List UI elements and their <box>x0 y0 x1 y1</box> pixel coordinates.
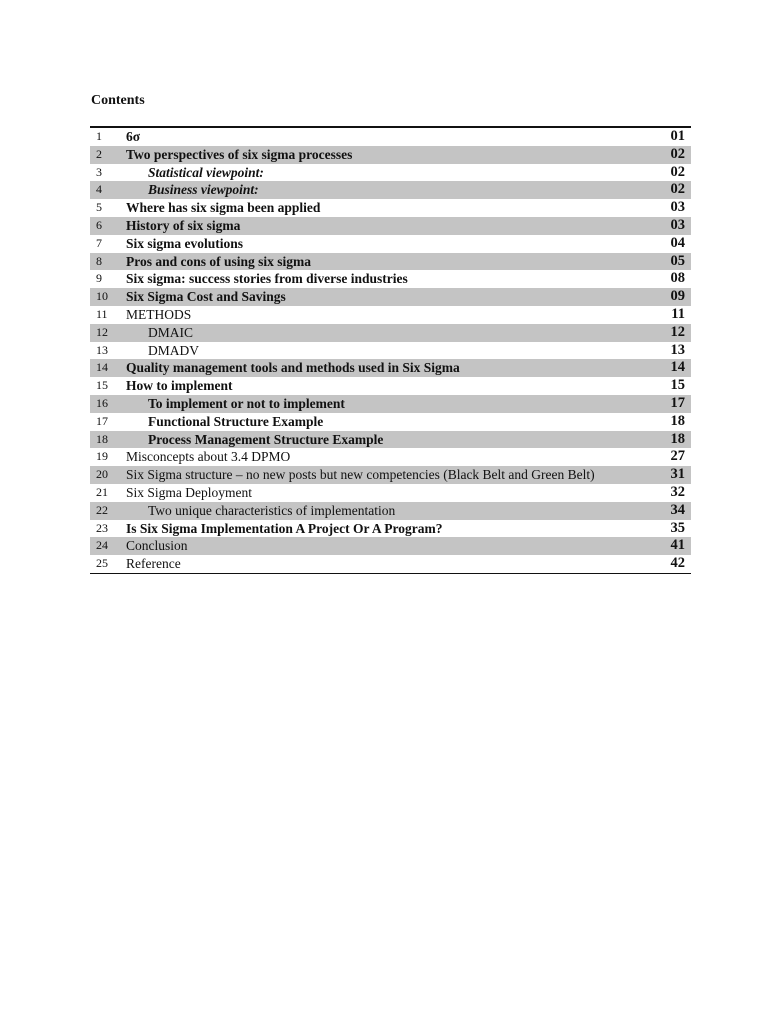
toc-row-page-number: 41 <box>670 537 685 554</box>
toc-row-page-number: 31 <box>670 466 685 483</box>
toc-row-number: 5 <box>96 200 102 215</box>
toc-row-page-number: 11 <box>671 305 685 322</box>
toc-row-title[interactable]: Statistical viewpoint: <box>148 164 264 180</box>
toc-row[interactable] <box>90 181 691 199</box>
toc-row-page-number: 12 <box>670 323 685 340</box>
toc-row[interactable] <box>90 128 691 146</box>
toc-row-number: 25 <box>96 556 108 571</box>
toc-row-page-number: 17 <box>670 394 685 411</box>
toc-row-page-number: 09 <box>670 288 685 305</box>
toc-row-number: 16 <box>96 395 108 410</box>
toc-row-number: 23 <box>96 520 108 535</box>
toc-row-title[interactable]: To implement or not to implement <box>148 395 345 411</box>
toc-row-page-number: 14 <box>670 359 685 376</box>
page-title: Contents <box>91 93 145 108</box>
toc-row-number: 6 <box>96 217 102 232</box>
toc-row-number: 10 <box>96 289 108 304</box>
toc-row-page-number: 34 <box>670 501 685 518</box>
toc-row-number: 12 <box>96 324 108 339</box>
toc-row-title[interactable]: History of six sigma <box>126 217 241 233</box>
toc-row[interactable] <box>90 217 691 235</box>
toc-row-number: 3 <box>96 164 102 179</box>
toc-row-number: 22 <box>96 502 108 517</box>
toc-row[interactable] <box>90 431 691 449</box>
toc-row-page-number: 05 <box>670 252 685 269</box>
toc-row[interactable] <box>90 235 691 253</box>
toc-row[interactable] <box>90 359 691 377</box>
toc-row-page-number: 02 <box>670 145 685 162</box>
toc-row-number: 24 <box>96 538 108 553</box>
toc-row[interactable] <box>90 270 691 288</box>
toc-row-title[interactable]: Six sigma: success stories from diverse industries <box>126 271 408 287</box>
toc-row-number: 8 <box>96 253 102 268</box>
toc-row[interactable] <box>90 520 691 538</box>
toc-row-number: 7 <box>96 235 102 250</box>
toc-row[interactable] <box>90 484 691 502</box>
toc-row[interactable] <box>90 306 691 324</box>
toc-row-number: 13 <box>96 342 108 357</box>
toc-row-page-number: 15 <box>670 377 685 394</box>
toc-row-page-number: 02 <box>670 181 685 198</box>
toc-row-title[interactable]: 6σ <box>126 129 141 144</box>
toc-row-number: 14 <box>96 360 108 375</box>
toc-row[interactable] <box>90 146 691 164</box>
toc-row-title[interactable]: Six Sigma Deployment <box>126 484 252 500</box>
toc-row[interactable] <box>90 342 691 360</box>
toc-row-number: 18 <box>96 431 108 446</box>
toc-row-number: 4 <box>96 182 102 197</box>
toc-row[interactable] <box>90 377 691 395</box>
toc-row-title[interactable]: Reference <box>126 556 181 572</box>
toc-row-title[interactable]: DMADV <box>148 342 200 358</box>
toc-row[interactable] <box>90 537 691 555</box>
toc-row[interactable] <box>90 253 691 271</box>
toc-row-number: 9 <box>96 271 102 286</box>
toc-row-number: 2 <box>96 146 102 161</box>
toc-row-page-number: 04 <box>670 234 685 251</box>
toc-row-title[interactable]: DMAIC <box>148 324 194 340</box>
toc-row-title[interactable]: Two perspectives of six sigma processes <box>126 146 353 162</box>
toc-row-page-number: 18 <box>670 430 685 447</box>
toc-row-number: 1 <box>96 129 102 143</box>
toc-row-title[interactable]: Process Management Structure Example <box>148 431 384 447</box>
toc-row-title[interactable]: Is Six Sigma Implementation A Project Or A Program? <box>126 520 443 536</box>
toc-row-number: 21 <box>96 484 108 499</box>
toc-row-title[interactable]: How to implement <box>126 378 233 394</box>
toc-row-number: 15 <box>96 378 108 393</box>
table-of-contents <box>90 126 691 574</box>
toc-row-title[interactable]: Six sigma evolutions <box>126 235 244 251</box>
toc-row[interactable] <box>90 288 691 306</box>
toc-row-page-number: 03 <box>670 216 685 233</box>
toc-row-number: 19 <box>96 449 108 464</box>
toc-row-title[interactable]: Six Sigma structure – no new posts but new competencies (Black Belt and Green Belt) <box>126 467 595 483</box>
toc-row-title[interactable]: Misconcepts about 3.4 DPMO <box>126 449 291 465</box>
toc-row-page-number: 03 <box>670 199 685 216</box>
toc-row-number: 17 <box>96 413 108 428</box>
toc-row-page-number: 42 <box>670 555 685 572</box>
toc-row-title[interactable]: Conclusion <box>126 538 188 554</box>
toc-row-page-number: 32 <box>670 483 685 500</box>
toc-row-title[interactable]: Pros and cons of using six sigma <box>126 253 312 269</box>
toc-row-page-number: 01 <box>670 128 685 144</box>
toc-row-page-number: 18 <box>670 412 685 429</box>
toc-row-number: 20 <box>96 467 108 482</box>
toc-row[interactable] <box>90 164 691 182</box>
toc-row-page-number: 08 <box>670 270 685 287</box>
toc-row-page-number: 13 <box>670 341 685 358</box>
toc-row[interactable] <box>90 466 691 484</box>
toc-row-page-number: 35 <box>670 519 685 536</box>
toc-row[interactable] <box>90 413 691 431</box>
toc-row-title[interactable]: Six Sigma Cost and Savings <box>126 289 286 305</box>
toc-row-title[interactable]: METHODS <box>126 306 192 322</box>
toc-row[interactable] <box>90 448 691 466</box>
toc-row[interactable] <box>90 199 691 217</box>
toc-row-title[interactable]: Where has six sigma been applied <box>126 200 321 216</box>
toc-row[interactable] <box>90 395 691 413</box>
toc-row-title[interactable]: Two unique characteristics of implementation <box>148 502 396 518</box>
toc-row-title[interactable]: Quality management tools and methods used in Six Sigma <box>126 360 460 376</box>
toc-row-number: 11 <box>96 306 108 321</box>
toc-row-title[interactable]: Business viewpoint: <box>148 182 259 198</box>
toc-row-page-number: 02 <box>670 163 685 180</box>
toc-row-page-number: 27 <box>670 448 685 465</box>
toc-row[interactable] <box>90 324 691 342</box>
toc-row[interactable] <box>90 555 691 573</box>
toc-row-title[interactable]: Functional Structure Example <box>148 413 324 429</box>
toc-row[interactable] <box>90 502 691 520</box>
